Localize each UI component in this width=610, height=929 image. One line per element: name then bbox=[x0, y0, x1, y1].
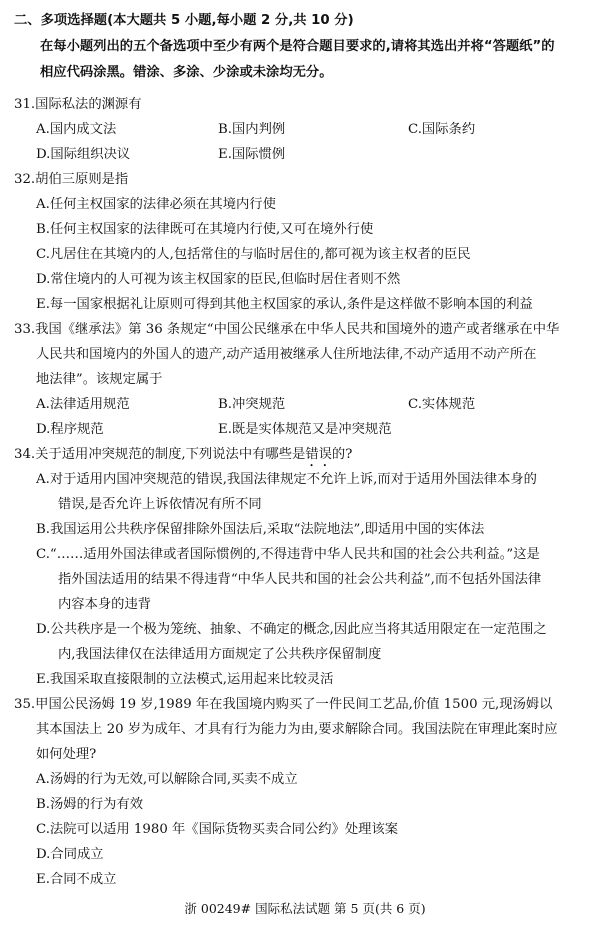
q33-stem-line-1: 33.我国《继承法》第 36 条规定“中国公民继承在中华人民共和国境外的遗产或者继承在中华 bbox=[14, 322, 560, 337]
q35-option-b: B.汤姆的行为有效 bbox=[36, 797, 144, 812]
q33-option-b: B.冲突规范 bbox=[218, 397, 286, 412]
q34-option-a-line-1: A.对于适用内国冲突规范的错误,我国法律规定不允许上诉,而对于适用外国法律本身的 bbox=[36, 472, 537, 487]
q32-stem: 32.胡伯三原则是指 bbox=[14, 172, 129, 187]
q31-option-b: B.国内判例 bbox=[218, 122, 286, 137]
q33-option-c: C.实体规范 bbox=[408, 397, 476, 412]
q34-stem bbox=[14, 446, 352, 470]
q34-option-d-line-2: 内,我国法律仅在法律适用方面规定了公共秩序保留制度 bbox=[58, 647, 382, 662]
section-instruction-2: 相应代码涂黑。错涂、多涂、少涂或未涂均无分。 bbox=[40, 65, 333, 80]
q32-option-b: B.任何主权国家的法律既可在其境内行使,又可在境外行使 bbox=[36, 222, 374, 237]
q34-option-c-line-2: 指外国法适用的结果不得违背“中华人民共和国的社会公共利益”,而不包括外国法律 bbox=[58, 572, 542, 587]
q31-option-c: C.国际条约 bbox=[408, 122, 476, 137]
q34-option-b: B.我国运用公共秩序保留排除外国法后,采取“法院地法”,即适用中国的实体法 bbox=[36, 522, 485, 537]
q35-option-d: D.合同成立 bbox=[36, 847, 104, 862]
q32-option-a: A.任何主权国家的法律必须在其境内行使 bbox=[36, 197, 276, 212]
q33-option-e: E.既是实体规范又是冲突规范 bbox=[218, 422, 392, 437]
q32-option-c: C.凡居住在其境内的人,包括常住的与临时居住的,都可视为该主权者的臣民 bbox=[36, 247, 471, 262]
section-instruction-1: 在每小题列出的五个备选项中至少有两个是符合题目要求的,请将其选出并将“答题纸”的 bbox=[40, 39, 555, 54]
q31-option-d: D.国际组织决议 bbox=[36, 147, 131, 162]
q34-option-d-line-1: D.公共秩序是一个极为笼统、抽象、不确定的概念,因此应当将其适用限定在一定范围之 bbox=[36, 622, 547, 637]
q33-option-a: A.法律适用规范 bbox=[36, 397, 130, 412]
section-title: 二、多项选择题(本大题共 5 小题,每小题 2 分,共 10 分) bbox=[14, 13, 354, 28]
q33-stem-line-3: 地法律”。该规定属于 bbox=[36, 372, 163, 387]
page-footer: 浙 00249# 国际私法试题 第 5 页(共 6 页) bbox=[184, 901, 426, 916]
q34-option-c-line-1: C.“……适用外国法律或者国际惯例的,不得违背中华人民共和国的社会公共利益。”这是 bbox=[36, 547, 540, 562]
q35-option-c: C.法院可以适用 1980 年《国际货物买卖合同公约》处理该案 bbox=[36, 822, 399, 837]
q34-option-e: E.我国采取直接限制的立法模式,运用起来比较灵活 bbox=[36, 672, 334, 687]
q33-option-d: D.程序规范 bbox=[36, 422, 104, 437]
q34-option-c-line-3: 内容本身的违背 bbox=[58, 597, 152, 612]
q35-option-a: A.汤姆的行为无效,可以解除合同,买卖不成立 bbox=[36, 772, 298, 787]
q34-stem-suffix: 的? bbox=[331, 447, 353, 462]
q31-option-a: A.国内成文法 bbox=[36, 122, 117, 137]
q35-stem-line-1: 35.甲国公民汤姆 19 岁,1989 年在我国境内购买了一件民间工艺品,价值 1500 元,现汤姆以 bbox=[14, 697, 553, 712]
q31-stem: 31.国际私法的渊源有 bbox=[14, 97, 142, 112]
q31-option-e: E.国际惯例 bbox=[218, 147, 286, 162]
q34-stem-emphasis: 错误 bbox=[305, 447, 332, 462]
q35-option-e: E.合同不成立 bbox=[36, 872, 117, 887]
q32-option-d: D.常住境内的人可视为该主权国家的臣民,但临时居住者则不然 bbox=[36, 272, 401, 287]
q35-stem-line-2: 其本国法上 20 岁为成年、才具有行为能力为由,要求解除合同。我国法院在审理此案时应 bbox=[36, 722, 558, 737]
q34-stem-prefix: 34.关于适用冲突规范的制度,下列说法中有哪些是 bbox=[14, 447, 306, 462]
q32-option-e: E.每一国家根据礼让原则可得到其他主权国家的承认,条件是这样做不影响本国的利益 bbox=[36, 297, 533, 312]
q33-stem-line-2: 人民共和国境内的外国人的遗产,动产适用被继承人住所地法律,不动产适用不动产所在 bbox=[36, 347, 537, 362]
q34-option-a-line-2: 错误,是否允许上诉依情况有所不同 bbox=[58, 497, 262, 512]
q35-stem-line-3: 如何处理? bbox=[36, 747, 97, 762]
